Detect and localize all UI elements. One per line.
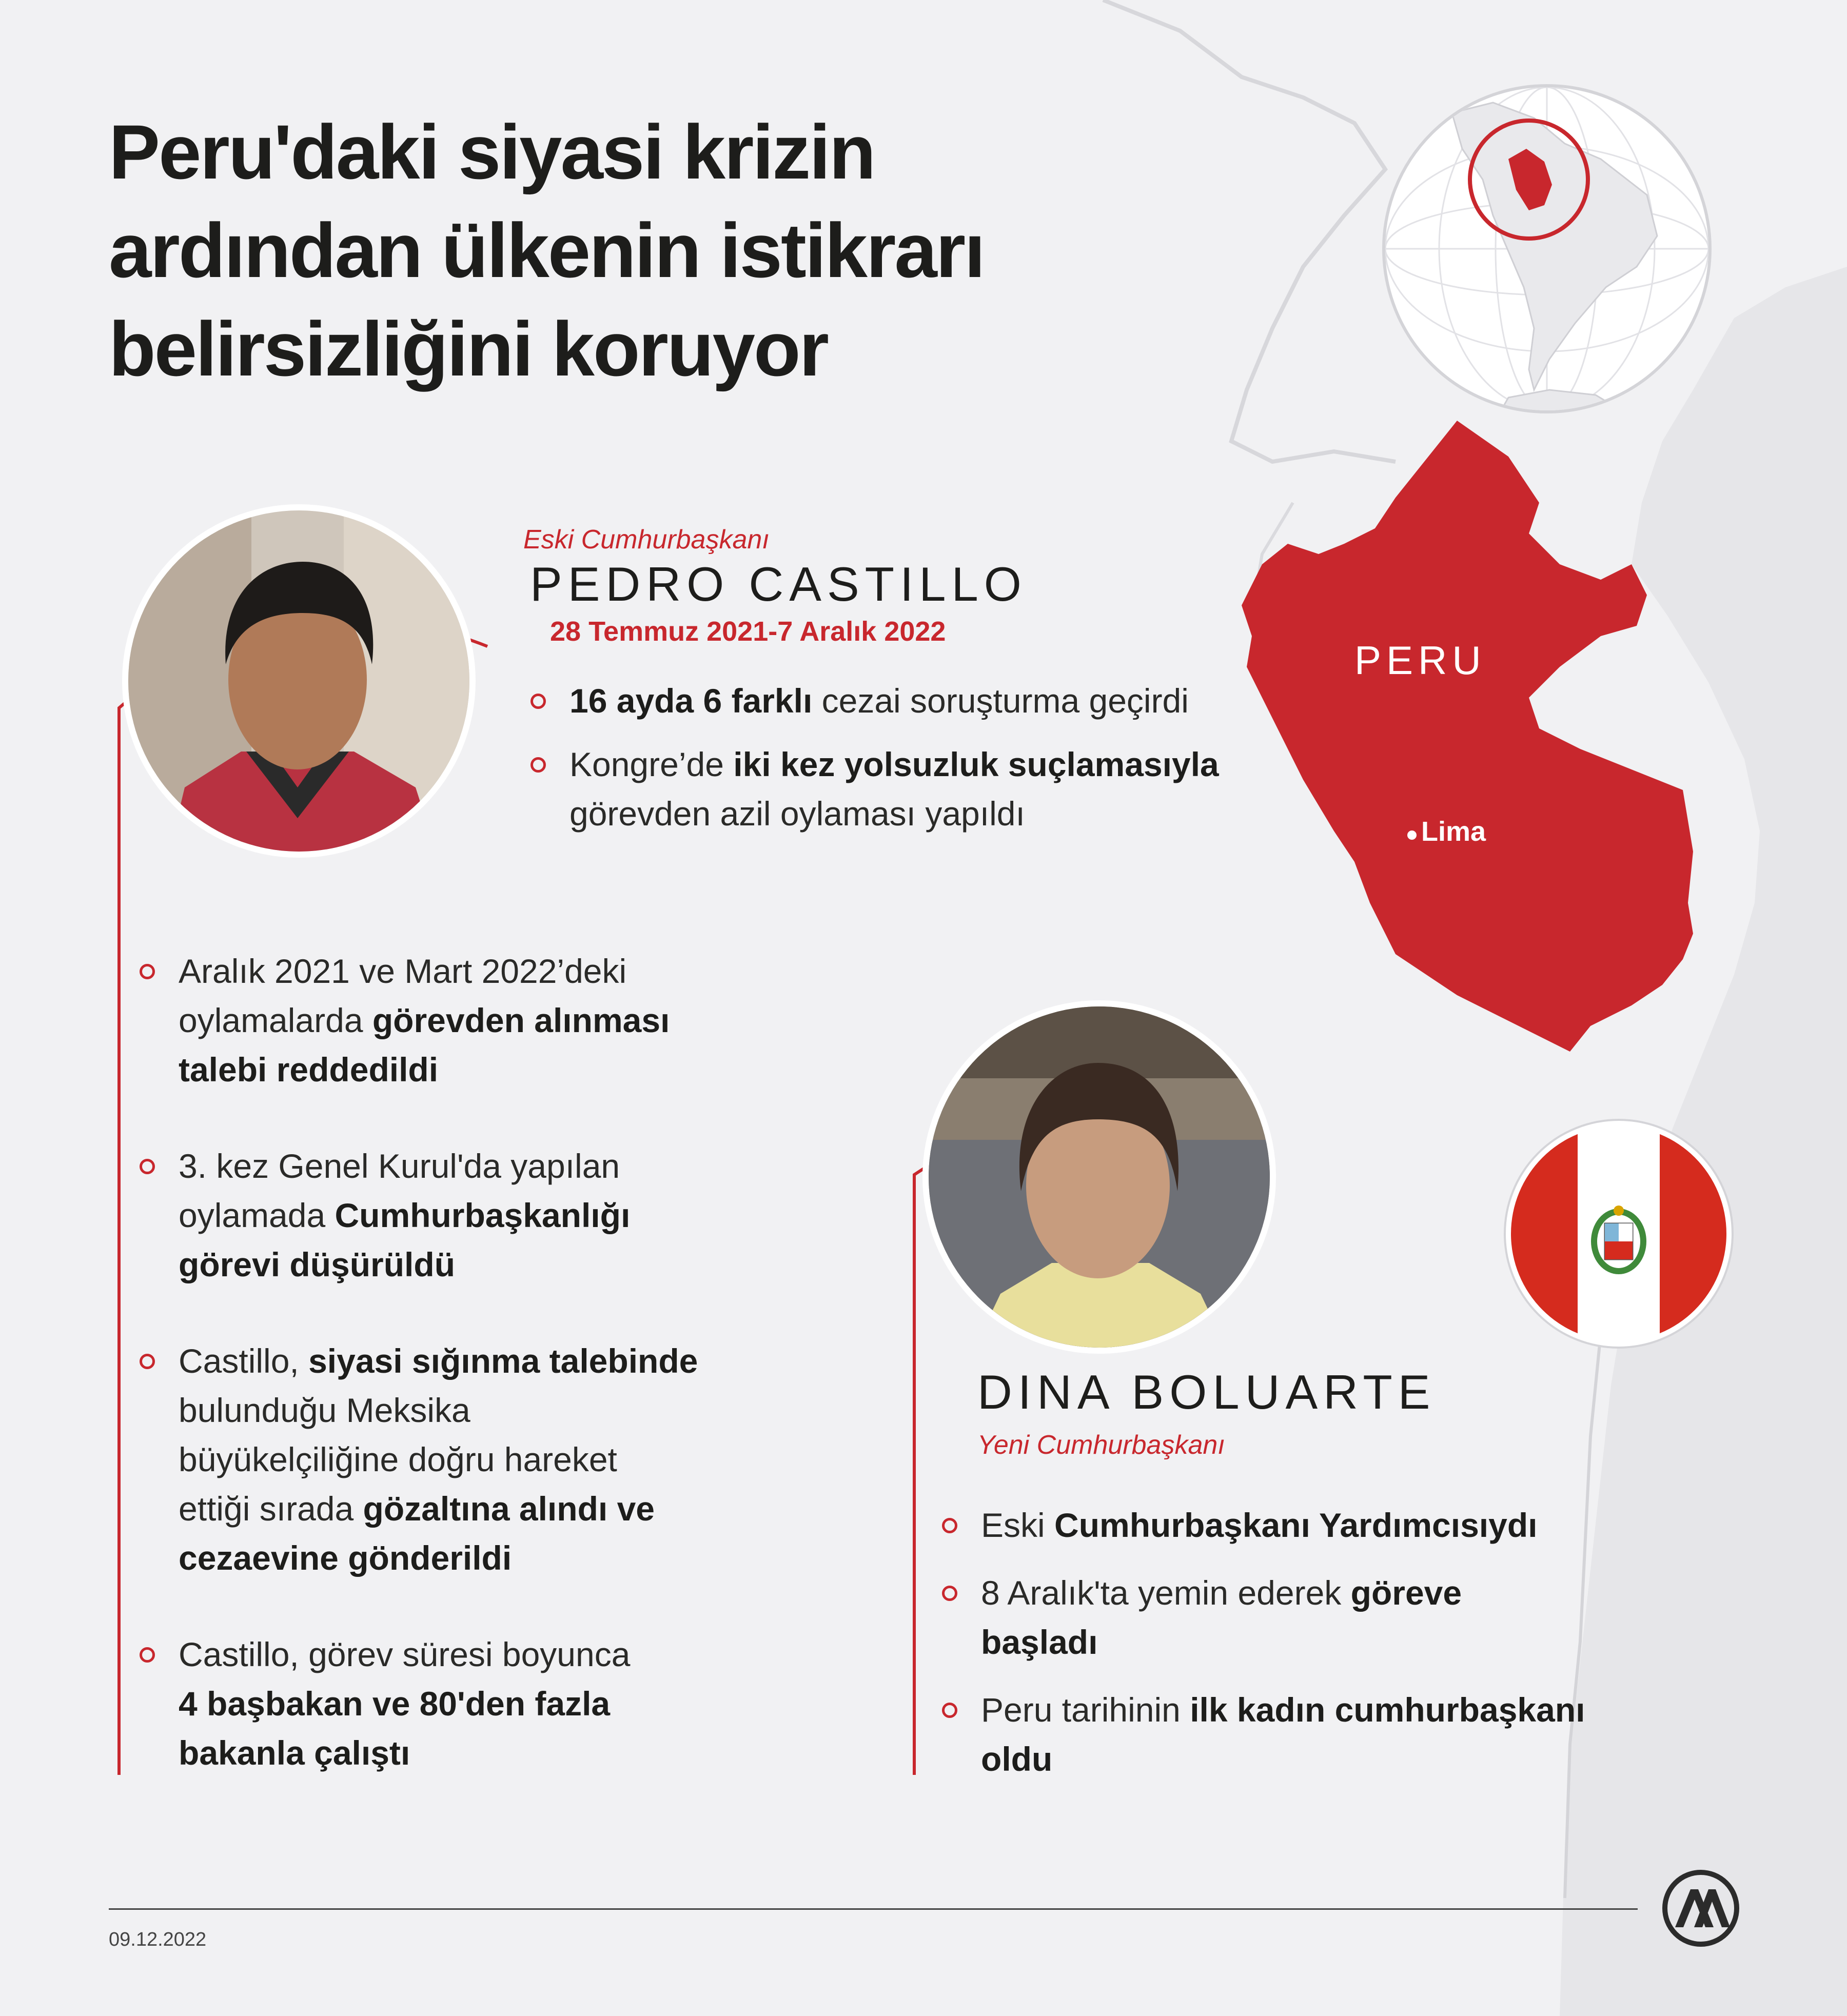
list-item bbox=[137, 946, 804, 1094]
list-item bbox=[137, 1141, 804, 1289]
list-item bbox=[137, 1336, 804, 1583]
aa-logo bbox=[1662, 1870, 1739, 1947]
title-line-1: Peru'daki siyasi krizin bbox=[109, 109, 875, 195]
footer-divider bbox=[109, 1908, 1638, 1910]
castillo-bullets bbox=[137, 946, 804, 1777]
bullet-text: oylamada bbox=[179, 1196, 335, 1234]
list-item bbox=[528, 740, 1298, 838]
bullet-bold: oldu bbox=[981, 1740, 1053, 1778]
bullet-bold: bakanla çalıştı bbox=[179, 1734, 410, 1772]
bullet-bold: gözaltına alındı ve bbox=[363, 1490, 655, 1528]
peru-map bbox=[1242, 410, 1703, 1067]
bullet-bold: 4 başbakan ve 80'den fazla bbox=[179, 1685, 611, 1723]
castillo-role: Eski Cumhurbaşkanı bbox=[523, 525, 770, 555]
bullet-text: ettiği sırada bbox=[179, 1490, 363, 1528]
bullet-text: Aralık 2021 ve Mart 2022’deki bbox=[179, 952, 627, 990]
boluarte-bullets bbox=[940, 1500, 1607, 1784]
peru-flag-icon bbox=[1503, 1118, 1734, 1349]
bullet-text: Peru tarihinin bbox=[981, 1691, 1190, 1729]
title-line-3: belirsizliğini koruyor bbox=[109, 306, 828, 392]
bullet-text: büyükelçiliğine doğru hareket bbox=[179, 1440, 617, 1478]
list-item bbox=[137, 1630, 804, 1777]
circle-bullet-icon bbox=[140, 1159, 155, 1174]
bullet-bold: talebi reddedildi bbox=[179, 1051, 439, 1089]
castillo-top-bullets bbox=[528, 676, 1298, 838]
circle-bullet-icon bbox=[942, 1586, 957, 1601]
bullet-bold: görevi düşürüldü bbox=[179, 1246, 456, 1283]
bullet-bold: iki kez yolsuzluk suçlamasıyla bbox=[733, 745, 1219, 783]
bullet-bold: başladı bbox=[981, 1623, 1098, 1661]
bullet-bold: siyasi sığınma talebinde bbox=[308, 1342, 698, 1380]
bullet-text: 8 Aralık'ta yemin ederek bbox=[981, 1574, 1351, 1612]
bullet-bold: ilk kadın cumhurbaşkanı bbox=[1190, 1691, 1585, 1729]
bullet-text: Castillo, bbox=[179, 1342, 309, 1380]
bullet-text: Eski bbox=[981, 1506, 1055, 1544]
boluarte-photo bbox=[929, 1006, 1270, 1348]
castillo-dates: 28 Temmuz 2021-7 Aralık 2022 bbox=[550, 616, 946, 647]
castillo-name: PEDRO CASTILLO bbox=[530, 557, 1027, 611]
circle-bullet-icon bbox=[530, 694, 546, 709]
bullet-bold: cezaevine gönderildi bbox=[179, 1539, 512, 1577]
circle-bullet-icon bbox=[530, 757, 546, 773]
bullet-bold: Cumhurbaşkanlığı bbox=[335, 1196, 631, 1234]
bullet-text: bulunduğu Meksika bbox=[179, 1391, 470, 1429]
boluarte-name: DINA BOLUARTE bbox=[977, 1365, 1436, 1419]
bullet-bold: göreve bbox=[1350, 1574, 1462, 1612]
list-item bbox=[940, 1568, 1607, 1667]
bullet-text: Kongre’de bbox=[569, 745, 734, 783]
bullet-text: Castillo, görev süresi boyunca bbox=[179, 1635, 631, 1673]
bullet-text: oylamalarda bbox=[179, 1001, 372, 1039]
list-item bbox=[940, 1500, 1607, 1550]
bullet-text: görevden azil oylaması yapıldı bbox=[569, 795, 1025, 833]
list-item bbox=[940, 1685, 1607, 1784]
list-item bbox=[528, 676, 1298, 725]
circle-bullet-icon bbox=[140, 1647, 155, 1663]
map-country-label: PERU bbox=[1354, 638, 1486, 683]
boluarte-portrait-icon bbox=[929, 1006, 1270, 1348]
title-line-2: ardından ülkenin istikrarı bbox=[109, 207, 984, 293]
castillo-photo bbox=[128, 510, 469, 852]
bullet-text: cezai soruşturma geçirdi bbox=[812, 682, 1189, 720]
bullet-bold: Cumhurbaşkanı Yardımcısıydı bbox=[1054, 1506, 1538, 1544]
circle-bullet-icon bbox=[140, 1354, 155, 1369]
footer-date: 09.12.2022 bbox=[109, 1929, 207, 1950]
map-capital-label: Lima bbox=[1421, 816, 1486, 847]
globe-icon bbox=[1380, 82, 1714, 416]
boluarte-role: Yeni Cumhurbaşkanı bbox=[977, 1430, 1225, 1460]
circle-bullet-icon bbox=[942, 1703, 957, 1718]
bullet-text: 3. kez Genel Kurul'da yapılan bbox=[179, 1147, 620, 1185]
bullet-bold: 16 ayda 6 farklı bbox=[569, 682, 813, 720]
circle-bullet-icon bbox=[942, 1518, 957, 1533]
page-title bbox=[109, 103, 1289, 398]
bullet-bold: görevden alınması bbox=[372, 1001, 670, 1039]
castillo-portrait-icon bbox=[128, 510, 469, 852]
circle-bullet-icon bbox=[140, 964, 155, 979]
